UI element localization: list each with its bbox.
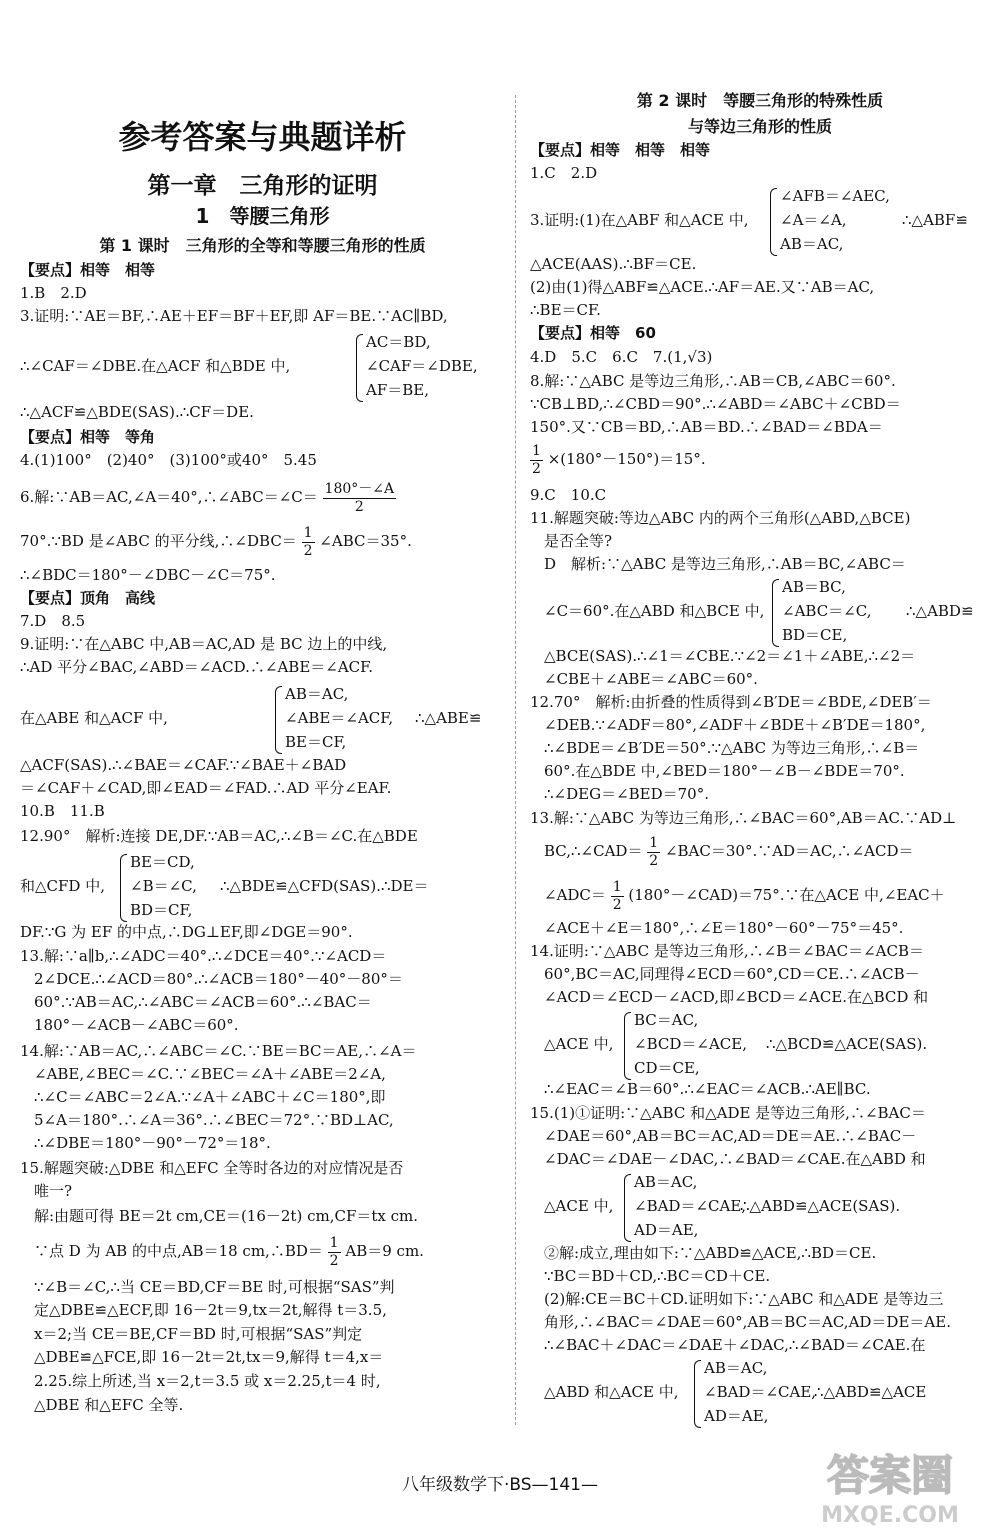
brace-item: AB＝BC, — [782, 578, 846, 596]
brace-system — [20, 850, 505, 926]
text-line: 13.解:∵a∥b,∴∠ADC＝40°.∴∠DCE＝40°.∵∠ACD＝ — [20, 947, 387, 965]
brace-item: ∠ABE＝∠ACF, — [285, 709, 394, 727]
text-line: ∠DEB.∵∠ADF＝80°,∠ADF＋∠BDE＋∠B′DE＝180°, — [544, 716, 926, 734]
text-line: ∠ACE＋∠E＝180°,∴∠E＝180°－60°－75°＝45°. — [544, 919, 904, 937]
text-line: 4.D 5.C 6.C 7.(1,√3) — [530, 348, 713, 366]
fraction — [611, 879, 624, 914]
text-line: 180°－∠ACB－∠ABC＝60°. — [34, 1016, 239, 1034]
brace-item: AB＝AC, — [285, 685, 349, 703]
text-line: 【要点】相等 等角 — [20, 428, 156, 446]
brace-suffix: ∴△ABE≌ — [415, 709, 482, 727]
fraction-numerator: 1 — [303, 524, 313, 541]
text-line: 【要点】相等 相等 — [20, 261, 156, 279]
text-line: ∵∠B＝∠C,∴当 CE＝BD,CF＝BE 时,可根据“SAS”判 — [34, 1278, 395, 1296]
text-span: ∵点 D 为 AB 的中点,AB＝18 cm,∴BD＝ — [34, 1242, 323, 1260]
brace-item: ∠CAF＝∠DBE, — [366, 357, 478, 375]
text-line: 定△DBE≌△ECF,即 16－2t＝9,tx＝2t,解得 t＝3.5, — [34, 1301, 387, 1319]
watermark-text: 答案圈 — [826, 1451, 954, 1500]
text-line — [20, 522, 505, 560]
fraction — [323, 481, 397, 516]
text-line: ∴∠DEG＝∠BED＝70°. — [544, 785, 709, 803]
text-line: 1.B 2.D — [20, 284, 87, 302]
text-line: 12.70° 解析:由折叠的性质得到∠B′DE＝∠BDE,∠DEB′＝ — [530, 693, 932, 711]
brace — [275, 686, 282, 754]
brace-prefix: 3.证明:(1)在△ABF 和△ACE 中, — [530, 211, 749, 229]
brace — [624, 1012, 631, 1080]
brace-suffix: ∴△BDE≌△CFD(SAS).∴DE＝ — [220, 877, 429, 895]
brace-prefix: 在△ABE 和△ACF 中, — [20, 709, 168, 727]
text-line — [544, 832, 990, 870]
brace-suffix: ∴△ABD≌△ACE — [814, 1383, 927, 1401]
fraction-denominator: 2 — [612, 896, 622, 913]
brace-item: AB＝AC, — [704, 1359, 768, 1377]
fraction-numerator: 1 — [532, 442, 541, 459]
brace-item: AB＝AC, — [634, 1173, 698, 1191]
fraction — [647, 835, 660, 870]
text-span: 70°.∵BD 是∠ABC 的平分线,∴∠DBC＝ — [20, 532, 297, 550]
text-line: ②解:成立,理由如下:∵△ABD≌△ACE,∴BD＝CE. — [544, 1244, 877, 1262]
fraction-denominator: 2 — [329, 1252, 339, 1269]
brace-item: AD＝AE, — [704, 1407, 769, 1425]
text-line: 9.C 10.C — [530, 486, 607, 504]
text-line: 2∠DCE.∴∠ACD＝80°.∴∠ACB＝180°－40°－80°＝ — [34, 970, 403, 988]
page-footer: 八年级数学下·BS—141— — [401, 1475, 598, 1495]
text-line: ∴∠C＝∠ABC＝2∠A.∵∠A＋∠ABC＋∠C＝180°,即 — [34, 1088, 386, 1106]
text-line: ∠DAC＝∠DAE－∠DAC,∴∠BAD＝∠CAE.在△ABD 和 — [544, 1150, 926, 1168]
text-line: 60°.∵AB＝AC,∴∠ABC＝∠ACB＝60°.∴∠BAC＝ — [34, 993, 372, 1011]
text-line: 9.证明:∵在△ABC 中,AB＝AC,AD 是 BC 边上的中线, — [20, 635, 388, 653]
text-line: 唯一? — [34, 1182, 73, 1200]
lesson1-title: 第 1 课时 三角形的全等和等腰三角形的性质 — [99, 236, 426, 255]
text-line: 150°.又∵CB＝BD,∴AB＝BD.∴∠BAD＝∠BDA＝ — [530, 418, 883, 436]
text-line: 2.25.综上所述,当 x＝2,t＝3.5 或 x＝2.25,t＝4 时, — [34, 1372, 381, 1390]
lesson2-title-line1: 第 2 课时 等腰三角形的特殊性质 — [636, 91, 884, 110]
text-line: (2)解:CE＝BC＋CD.证明如下:∵△ABC 和△ADE 是等边三 — [544, 1290, 944, 1308]
text-line — [34, 1232, 505, 1270]
text-span: ×(180°－150°)＝15°. — [547, 450, 706, 468]
watermark-url: MXQE.COM — [821, 1503, 959, 1528]
text-span: (180°－∠CAD)＝75°.∵在△ACE 中,∠EAC＋ — [628, 886, 945, 904]
text-line: 15.(1)①证明:∵△ABC 和△ADE 是等边三角形,∴∠BAC＝ — [530, 1104, 926, 1122]
brace-item: ∠BAD＝∠CAE, — [634, 1197, 747, 1215]
text-line: △DBE≌△FCE,即 16－2t＝2t,tx＝9,解得 t＝4,x＝ — [34, 1348, 384, 1366]
text-line: 14.证明:∵△ABC 是等边三角形,∴∠B＝∠BAC＝∠ACB＝ — [530, 942, 924, 960]
text-line: △BCE(SAS).∴∠1＝∠CBE.∵∠2＝∠1＋∠ABE,∴∠2＝ — [544, 647, 916, 665]
brace-item: BC＝AC, — [634, 1011, 699, 1029]
brace-system — [544, 1008, 990, 1084]
text-line: ∴∠BDE＝∠B′DE＝50°.∵△ABC 为等边三角形,∴∠B＝ — [544, 739, 920, 757]
text-line: 60°,BC＝AC,同理得∠ECD＝60°,CD＝CE.∴∠ACB－ — [544, 965, 920, 983]
brace-suffix: ∴△ABD≌△ACE(SAS). — [740, 1197, 901, 1215]
text-line: ∴∠BAC＋∠DAC＝∠DAE＋∠DAC,∴∠BAD＝∠CAE.在 — [544, 1336, 926, 1354]
brace-suffix: ∴△ABD≌ — [906, 602, 974, 620]
text-span: ∠ABC＝35°. — [319, 532, 412, 550]
brace — [694, 1360, 701, 1428]
text-span: 6.解:∵AB＝AC,∠A＝40°,∴∠ABC＝∠C＝ — [20, 488, 318, 506]
brace-item: ∠B＝∠C, — [130, 877, 197, 895]
brace-system — [544, 575, 990, 651]
text-line — [20, 478, 505, 516]
brace-item: ∠A＝∠A, — [780, 211, 847, 229]
text-line — [544, 876, 990, 914]
lesson2-title-line2: 与等边三角形的性质 — [687, 117, 832, 136]
text-line: x＝2;当 CE＝BE,CF＝BD 时,可根据“SAS”判定 — [34, 1325, 363, 1343]
brace — [120, 854, 127, 922]
text-line: ∴AD 平分∠BAC,∠ABD＝∠ACD.∴∠ABE＝∠ACF. — [20, 658, 373, 676]
fraction-denominator: 2 — [649, 852, 659, 869]
text-line: 解:由题可得 BE＝2t cm,CE＝(16－2t) cm,CF＝tx cm. — [34, 1207, 419, 1225]
brace — [770, 188, 777, 256]
text-line: 是否全等? — [544, 532, 613, 550]
text-line: ∠ACD＝∠ECD－∠ACD,即∠BCD＝∠ACE.在△BCD 和 — [544, 988, 929, 1006]
fraction-denominator: 2 — [303, 542, 313, 559]
brace-prefix: △ACE 中, — [544, 1035, 614, 1053]
text-span: ∠ADC＝ — [544, 886, 606, 904]
text-line: 角形,∴∠BAC＝∠DAE＝60°,AB＝BC＝AC,AD＝DE＝AE. — [544, 1313, 951, 1331]
text-line: ＝∠CAF＋∠CAD,即∠EAD＝∠FAD.∴AD 平分∠EAF. — [20, 779, 392, 797]
fraction — [530, 443, 543, 478]
brace-system — [530, 184, 990, 260]
text-span: AB＝9 cm. — [345, 1242, 424, 1260]
text-line: 12.90° 解析:连接 DE,DF.∵AB＝AC,∴∠B＝∠C.在△BDE — [20, 827, 418, 845]
text-line: 8.解:∵△ABC 是等边三角形,∴AB＝CB,∠ABC＝60°. — [530, 372, 896, 390]
section-title: 1 等腰三角形 — [195, 204, 330, 228]
watermark-logo — [790, 1440, 990, 1530]
text-line: △DBE 和△EFC 全等. — [34, 1396, 184, 1414]
brace-item: AB＝AC, — [780, 235, 844, 253]
text-line: ∠CBE＋∠ABE＝∠ABC＝60°. — [544, 670, 758, 688]
text-line: ∵CB⊥BD,∴∠CBD＝90°.∴∠ABD＝∠ABC＋∠CBD＝ — [530, 395, 901, 413]
column-divider — [515, 95, 516, 1425]
fraction-numerator: 1 — [329, 1234, 339, 1251]
text-line: ∴BE＝CF. — [530, 301, 601, 319]
text-line: DF.∵G 为 EF 的中点,∴DG⊥EF,即∠DGE＝90°. — [20, 923, 353, 941]
brace — [624, 1174, 631, 1242]
text-line: 【要点】相等 相等 相等 — [530, 141, 711, 159]
brace-prefix: ∴∠CAF＝∠DBE.在△ACF 和△BDE 中, — [20, 357, 291, 375]
brace-item: BD＝CF, — [130, 901, 193, 919]
text-line: 13.解:∵△ABC 为等边三角形,∴∠BAC＝60°,AB＝AC.∵AD⊥ — [530, 809, 957, 827]
text-line: 4.(1)100° (2)40° (3)100°或40° 5.45 — [20, 451, 317, 469]
fraction — [328, 1235, 341, 1270]
brace — [356, 334, 363, 402]
brace-item: BD＝CE, — [782, 626, 848, 644]
brace-prefix: △ABD 和△ACE 中, — [544, 1383, 679, 1401]
text-span: ∠BAC＝30°.∵AD＝AC,∴∠ACD＝ — [664, 842, 914, 860]
text-line: 1.C 2.D — [530, 164, 598, 182]
brace-item: AF＝BE, — [366, 381, 429, 399]
brace-suffix: ∴△BCD≌△ACE(SAS). — [766, 1035, 928, 1053]
brace-item: BE＝CF, — [285, 733, 347, 751]
brace-item: AC＝BD, — [366, 333, 431, 351]
brace-system — [20, 330, 505, 406]
fraction-numerator: 1 — [649, 834, 659, 851]
text-line: 10.B 11.B — [20, 802, 105, 820]
text-line: 7.D 8.5 — [20, 612, 86, 630]
fraction-numerator: 1 — [612, 878, 622, 895]
brace-item: CD＝CE, — [634, 1059, 700, 1077]
brace — [772, 579, 779, 647]
fraction-numerator: 180°－∠A — [324, 480, 395, 497]
text-line — [530, 440, 990, 478]
chapter-title: 第一章 三角形的证明 — [147, 173, 378, 199]
text-span: BC,∴∠CAD＝ — [544, 842, 643, 860]
text-line: (2)由(1)得△ABF≌△ACE.∴AF＝AE.又∵AB＝AC, — [530, 278, 875, 296]
text-line: 60°.在△BDE 中,∠BED＝180°－∠B－∠BDE＝70°. — [544, 762, 905, 780]
text-line: D 解析:∵△ABC 是等边三角形,∴AB＝BC,∠ABC＝ — [544, 555, 906, 573]
brace-item: ∠AFB＝∠AEC, — [780, 187, 890, 205]
brace-suffix: ∴△ABF≌ — [902, 211, 968, 229]
brace-system — [20, 682, 505, 758]
text-line: 14.解:∵AB＝AC,∴∠ABC＝∠C.∵BE＝BC＝AE,∴∠A＝ — [20, 1042, 417, 1060]
text-line: 15.解题突破:△DBE 和△EFC 全等时各边的对应情况是否 — [20, 1159, 404, 1177]
text-line: 3.证明:∵AE＝BF,∴AE＋EF＝BF＋EF,即 AF＝BE.∵AC∥BD, — [20, 307, 448, 325]
brace-item: ∠BAD＝∠CAE, — [704, 1383, 817, 1401]
text-line: 【要点】相等 60 — [530, 324, 656, 342]
text-line: ∴∠EAC＝∠B＝60°.∴∠EAC＝∠ACB.∴AE∥BC. — [544, 1080, 871, 1098]
text-line: △ACE(AAS).∴BF＝CE. — [530, 255, 697, 273]
brace-prefix: 和△CFD 中, — [20, 877, 105, 895]
text-line: ∠ABE,∠BEC＝∠C.∵∠BEC＝∠A＋∠ABE＝2∠A, — [34, 1065, 386, 1083]
brace-item: AD＝AE, — [634, 1221, 699, 1239]
text-line: ∠DAE＝60°,AB＝BC＝AC,AD＝DE＝AE.∴∠BAC－ — [544, 1127, 917, 1145]
brace-item: ∠ABC＝∠C, — [782, 602, 872, 620]
fraction-denominator: 2 — [532, 460, 541, 477]
text-line: 【要点】顶角 高线 — [20, 589, 156, 607]
brace-system — [544, 1170, 990, 1246]
text-line: 5∠A＝180°.∴∠A＝36°.∴∠BEC＝72°.∵BD⊥AC, — [34, 1111, 394, 1129]
brace-item: ∠BCD＝∠ACE, — [634, 1035, 747, 1053]
text-line: 11.解题突破:等边△ABC 内的两个三角形(△ABD,△BCE) — [530, 509, 911, 527]
brace-prefix: ∠C＝60°.在△ABD 和△BCE 中, — [544, 602, 765, 620]
text-line: ∴∠BDC＝180°－∠DBC－∠C＝75°. — [20, 566, 276, 584]
brace-system — [544, 1356, 990, 1432]
fraction-denominator: 2 — [354, 498, 364, 515]
text-line: ∴∠DBE＝180°－90°－72°＝18°. — [34, 1134, 271, 1152]
text-line: ∴△ACF≌△BDE(SAS).∴CF＝DE. — [20, 403, 254, 421]
brace-item: BE＝CD, — [130, 853, 195, 871]
text-line: ∵BC＝BD＋CD,∴BC＝CD＋CE. — [544, 1267, 771, 1285]
text-line: △ACF(SAS).∴∠BAE＝∠CAF.∵∠BAE＋∠BAD — [20, 756, 347, 774]
main-title: 参考答案与典题详析 — [118, 118, 407, 156]
fraction — [302, 525, 315, 560]
brace-prefix: △ACE 中, — [544, 1197, 614, 1215]
